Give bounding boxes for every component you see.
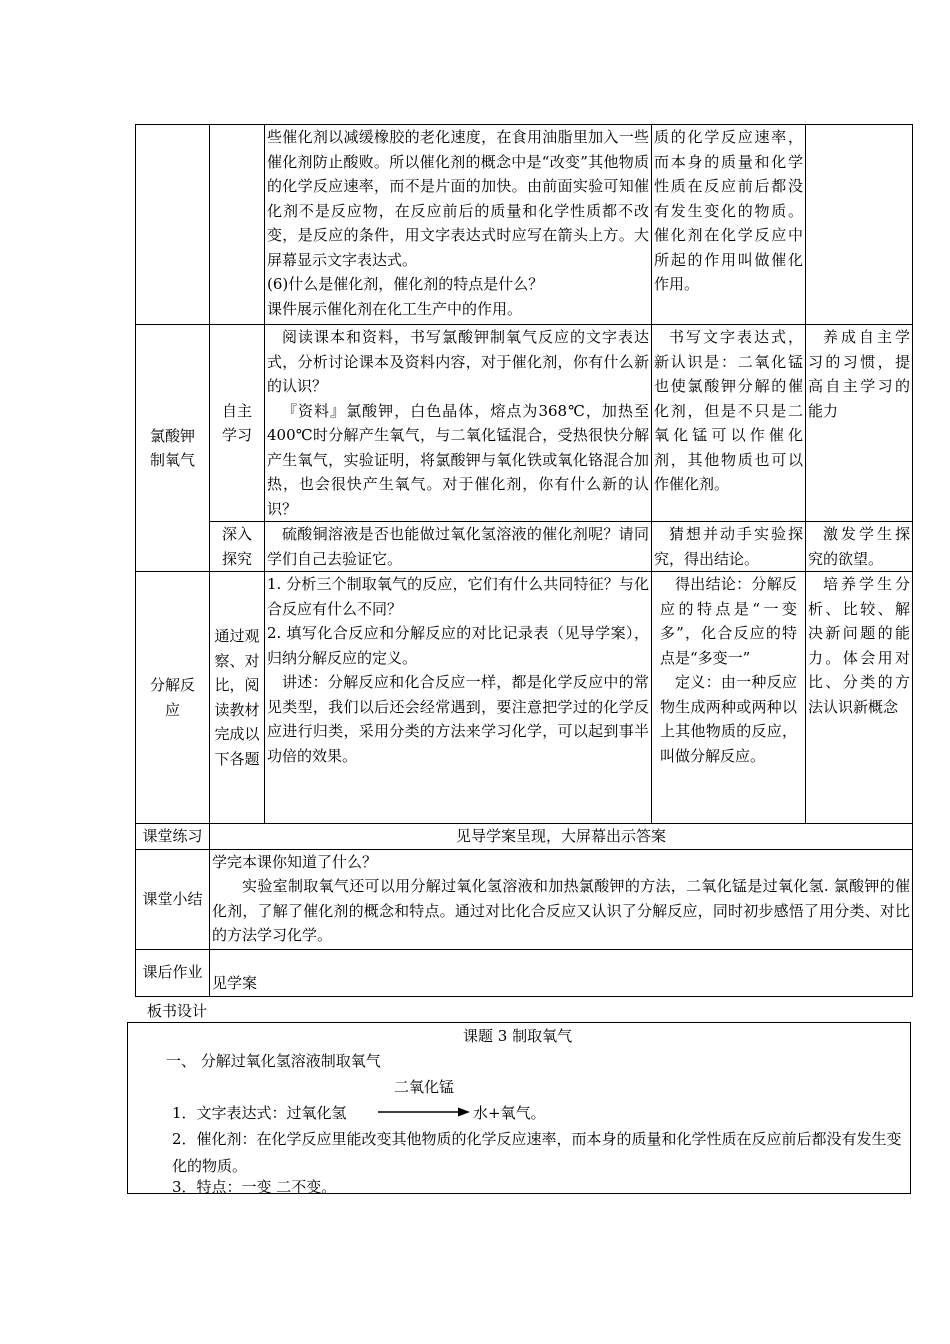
row-label: 课后作业 (136, 949, 210, 996)
cell-empty (806, 125, 913, 325)
student-activity-cell: 书写文字表达式，新认识是：二氧化锰也使氯酸钾分解的催化剂，但是不只是二氧化锰可以作催化剂，其他物质也可以作催化剂。 (652, 325, 806, 522)
design-intent-cell: 激发学生探究的欲望。 (806, 522, 913, 572)
design-intent-cell: 培养学生分析、比较、解决新问题的能力。体会用对比、分类的方法认识新概念 (806, 572, 913, 824)
word-equation-suffix: 水+氧气。 (473, 1104, 546, 1122)
text-paragraph: (6)什么是催化剂，催化剂的特点是什么？ (267, 275, 544, 293)
catalyst-label: 二氧化锰 (394, 1078, 455, 1096)
section-label: 氯酸钾制氧气 (136, 325, 210, 572)
table-row-homework (136, 949, 913, 996)
homework-content: 见学案 (210, 949, 913, 996)
word-equation-prefix: 1．文字表达式：过氧化氢 (172, 1104, 347, 1122)
summary-content (210, 849, 913, 949)
cell-empty (136, 125, 210, 325)
text-paragraph: 讲述：分解反应和化合反应一样，都是化学反应中的常见类型，我们以后还会经常遇到，要注意把学过的化学反应进行归类，采用分类的方法来学习化学，可以起到事半功倍的效果。 (267, 673, 649, 765)
table-row-kclo3-self-study (136, 325, 913, 522)
text-paragraph: 学完本课你知道了什么？ (212, 852, 378, 871)
teacher-activity-cell: 硫酸铜溶液是否也能做过氧化氢溶液的催化剂呢？请同学们自己去验证它。 (265, 522, 652, 572)
row-label: 课堂小结 (136, 849, 210, 949)
text-paragraph: 课件展示催化剂在化工生产中的作用。 (267, 299, 523, 318)
method-label: 深入探究 (210, 522, 265, 572)
catalyst-feature: 3．特点：一变 二不变。 (172, 1178, 337, 1196)
teacher-activity-cell (265, 325, 652, 522)
text-paragraph: 实验室制取氧气还可以用分解过氧化氢溶液和加热氯酸钾的方法，二氧化锰是过氧化氢. 氯酸钾的催化剂，了解了催化剂的概念和特点。通过对比化合反应又认识了分解反应，同时初步感悟了用分类、对比的方法学习化学。 (212, 877, 910, 944)
text-paragraph: 阅读课本和资料，书写氯酸钾制氧气反应的文字表达式，分析讨论课本及资料内容，对于催化剂，你有什么新的认识？ (267, 328, 649, 395)
text-paragraph: 『资料』氯酸钾，白色晶体，熔点为368℃，加热至400℃时分解产生氧气，与二氧化锰混合，受热很快分解产生氧气，实验证明，将氯酸钾与氧化铁或氧化铬混合加热，也会很快产生氧气。对于催化剂，你有什么新的认识？ (267, 401, 649, 518)
text-paragraph: 得出结论：分解反应的特点是“一变多”，化合反应的特点是“多变一” (660, 575, 797, 667)
board-design-box (127, 1022, 911, 1194)
teacher-activity-cell (265, 572, 652, 824)
table-row-practice (136, 824, 913, 850)
table-row-kclo3-explore (136, 522, 913, 572)
method-label: 通过观察、对比，阅读教材完成以下各题 (210, 572, 265, 824)
text-paragraph: 1. 分析三个制取氧气的反应，它们有什么共同特征？与化合反应有什么不同？ (267, 575, 649, 618)
design-intent-cell: 养成自主学习的习惯，提高自主学习的能力 (806, 325, 913, 522)
student-activity-cell: 质的化学反应速率，而本身的质量和化学性质在反应前后都没有发生变化的物质。催化剂在化学反应中所起的作用叫做催化作用。 (652, 125, 806, 325)
student-activity-cell (652, 572, 806, 824)
cell-empty (210, 125, 265, 325)
catalyst-definition: 2．催化剂：在化学反应里能改变其他物质的化学反应速率，而本身的质量和化学性质在反应前后都没有发生变化的物质。 (172, 1130, 902, 1175)
row-label: 课堂练习 (136, 824, 210, 850)
reaction-arrow-icon (378, 1106, 470, 1118)
method-label: 自主学习 (210, 325, 265, 522)
section-label: 分解反应 (136, 572, 210, 824)
teacher-activity-cell (265, 125, 652, 325)
practice-content: 见导学案呈现，大屏幕出示答案 (210, 824, 913, 850)
text-paragraph: 2. 填写化合反应和分解反应的对比记录表（见导学案），归纳分解反应的定义。 (267, 624, 649, 667)
table-row-catalyst-continued (136, 125, 913, 325)
board-title: 课题 3 制取氧气 (463, 1027, 573, 1045)
text-paragraph: 定义：由一种反应物生成两种或两种以上其他物质的反应，叫做分解反应。 (660, 673, 797, 765)
text-paragraph: 些催化剂以减缓橡胶的老化速度，在食用油脂里加入一些催化剂防止酸败。所以催化剂的概念中是“改变”其他物质的化学反应速率，而不是片面的加快。由前面实验可知催化剂不是反应物，在反应前后的质量和化学性质都不改变，是反应的条件，用文字表达式时应写在箭头上方。大屏幕显示文字表达式。 (267, 128, 649, 269)
board-design-label: 板书设计 (147, 1002, 208, 1020)
board-heading: 一、 分解过氧化氢溶液制取氧气 (166, 1052, 381, 1070)
table-row-summary (136, 849, 913, 949)
student-activity-cell: 猜想并动手实验探究，得出结论。 (652, 522, 806, 572)
lesson-plan-table (135, 124, 913, 997)
table-row-decomposition (136, 572, 913, 824)
